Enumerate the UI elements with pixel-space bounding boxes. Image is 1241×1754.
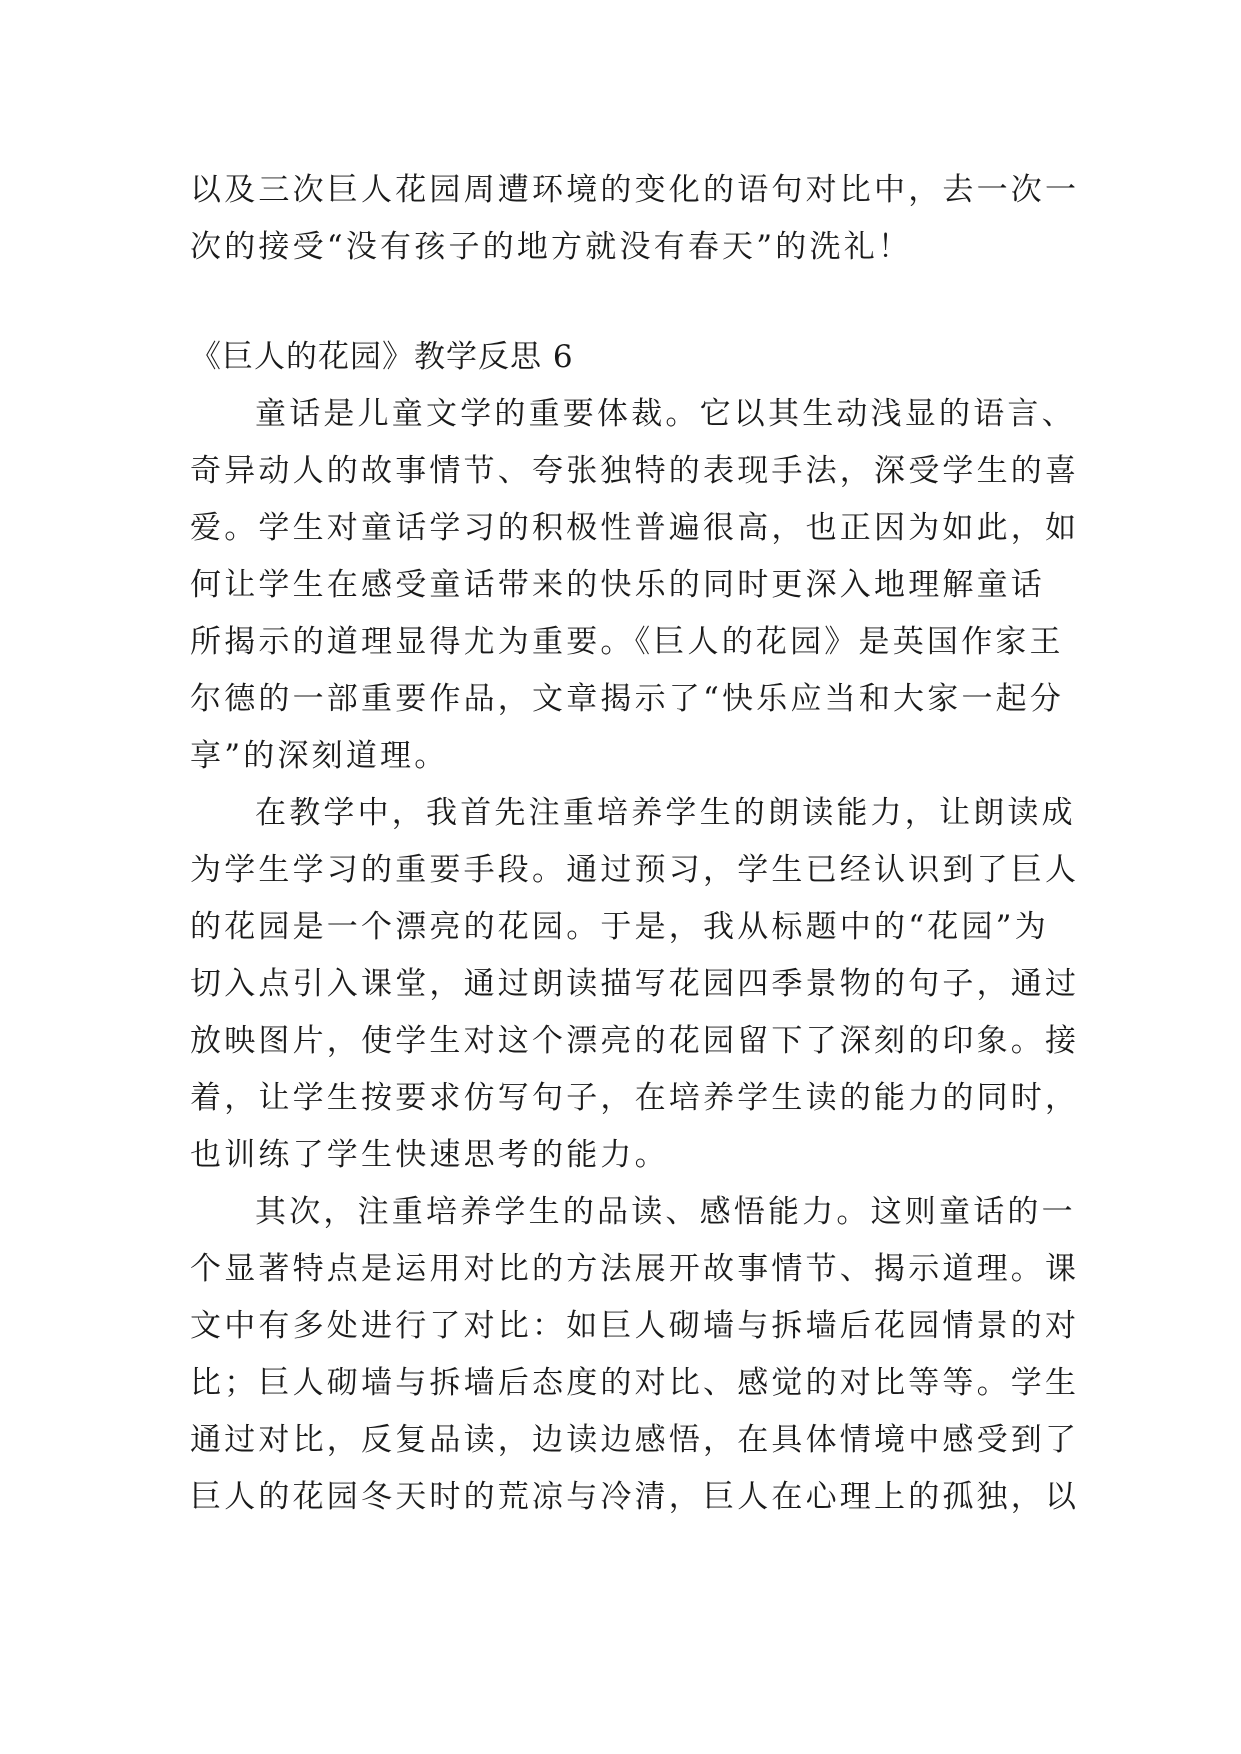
paragraph-line: 奇异动人的故事情节、夸张独特的表现手法，深受学生的喜	[190, 453, 1080, 489]
paragraph-line: 爱。学生对童话学习的积极性普遍很高，也正因为如此，如	[190, 510, 1080, 546]
paragraph-line: 巨人的花园冬天时的荒凉与冷清，巨人在心理上的孤独，以	[190, 1479, 1080, 1515]
paragraph-line: 文中有多处进行了对比：如巨人砌墙与拆墙后花园情景的对	[190, 1308, 1080, 1344]
paragraph-line: 在教学中，我首先注重培养学生的朗读能力，让朗读成	[255, 795, 1076, 831]
section-title: 《巨人的花园》教学反思 6	[190, 339, 574, 375]
paragraph-line: 放映图片，使学生对这个漂亮的花园留下了深刻的印象。接	[190, 1023, 1080, 1059]
paragraph-line: 的花园是一个漂亮的花园。于是，我从标题中的“花园”为	[190, 909, 1049, 945]
paragraph-line: 何让学生在感受童话带来的快乐的同时更深入地理解童话	[190, 567, 1045, 603]
paragraph-line: 个显著特点是运用对比的方法展开故事情节、揭示道理。课	[190, 1251, 1080, 1287]
intro-line: 以及三次巨人花园周遭环境的变化的语句对比中，去一次一	[190, 172, 1080, 208]
paragraph-line: 所揭示的道理显得尤为重要。《巨人的花园》是英国作家王	[190, 624, 1064, 660]
paragraph-line: 切入点引入课堂，通过朗读描写花园四季景物的句子，通过	[190, 966, 1080, 1002]
paragraph-line: 着，让学生按要求仿写句子，在培养学生读的能力的同时，	[190, 1080, 1080, 1116]
paragraph-line: 通过对比，反复品读，边读边感悟，在具体情境中感受到了	[190, 1422, 1080, 1458]
paragraph-line: 为学生学习的重要手段。通过预习，学生已经认识到了巨人	[190, 852, 1080, 888]
paragraph-line: 享”的深刻道理。	[190, 738, 449, 774]
intro-line: 次的接受“没有孩子的地方就没有春天”的洗礼！	[190, 229, 913, 265]
paragraph-line: 童话是儿童文学的重要体裁。它以其生动浅显的语言、	[255, 396, 1076, 432]
paragraph-line: 也训练了学生快速思考的能力。	[190, 1137, 669, 1173]
paragraph-line: 比；巨人砌墙与拆墙后态度的对比、感觉的对比等等。学生	[190, 1365, 1080, 1401]
paragraph-line: 尔德的一部重要作品，文章揭示了“快乐应当和大家一起分	[190, 681, 1065, 717]
paragraph-line: 其次，注重培养学生的品读、感悟能力。这则童话的一	[255, 1194, 1076, 1230]
